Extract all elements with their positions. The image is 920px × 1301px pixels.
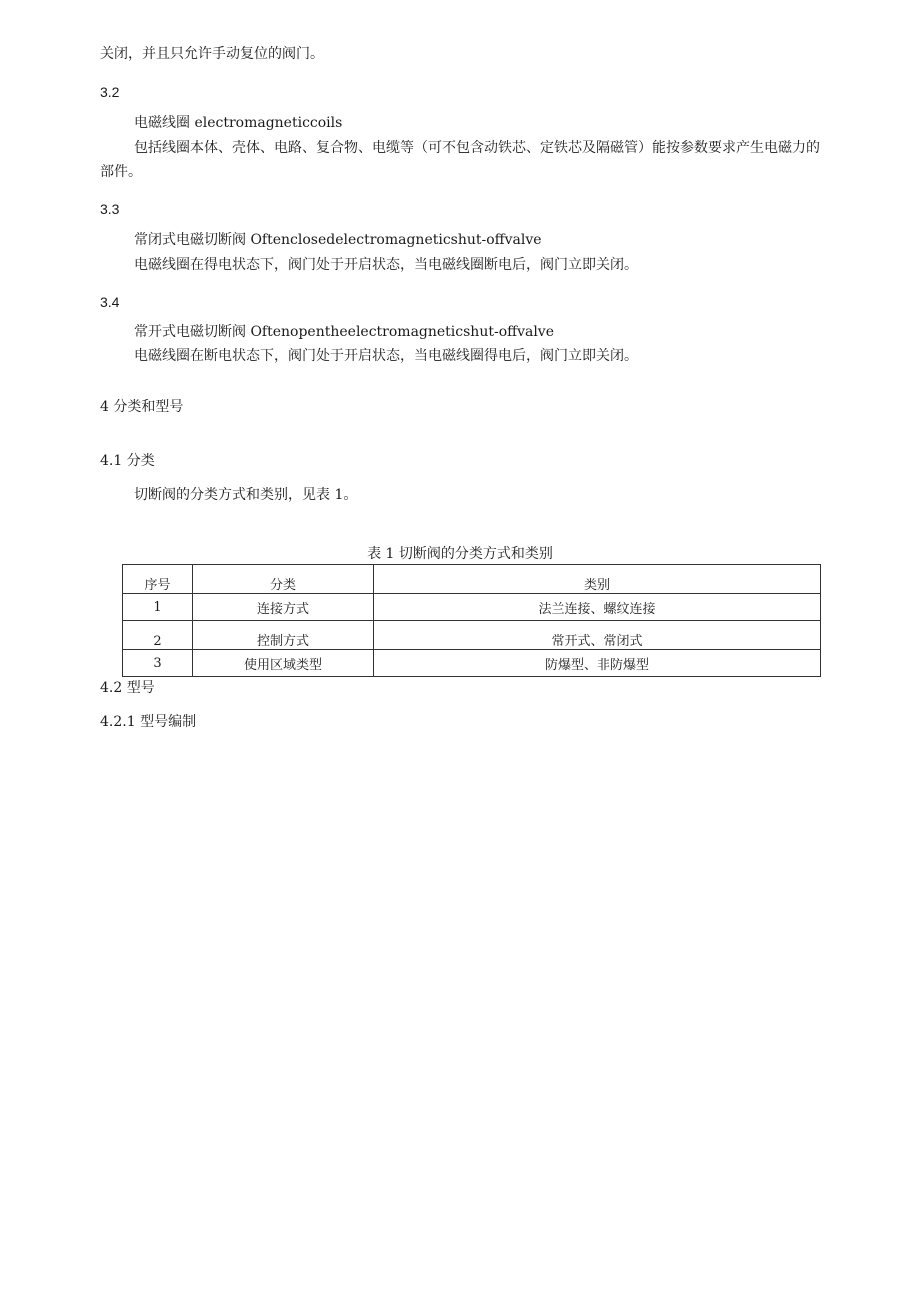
definition-3-2: 包括线圈本体、壳体、电路、复合物、电缆等（可不包含动铁芯、定铁芯及隔磁管）能按参数要求产生电磁力的部件。 [100, 140, 820, 180]
table-row [123, 594, 821, 621]
header-category: 类别 [374, 565, 821, 594]
heading-4-2: 4.2 型号 [100, 680, 155, 696]
section-number-3-3: 3.3 [100, 201, 120, 217]
cell-serial: 1 [123, 594, 193, 621]
section-number-3-2: 3.2 [100, 84, 120, 100]
table-header-row [123, 565, 821, 594]
definition-3-4: 电磁线圈在断电状态下，阀门处于开启状态，当电磁线圈得电后，阀门立即关闭。 [134, 348, 638, 364]
table-row [123, 650, 821, 677]
definition-3-3: 电磁线圈在得电状态下，阀门处于开启状态，当电磁线圈断电后，阀门立即关闭。 [134, 257, 638, 273]
cell-category: 防爆型、非防爆型 [374, 650, 821, 677]
cell-category: 常开式、常闭式 [374, 621, 821, 650]
cell-serial: 2 [123, 621, 193, 650]
term-3-4: 常开式电磁切断阀 Oftenopentheelectromagneticshut-offvalve [134, 324, 554, 340]
heading-4-2-1: 4.2.1 型号编制 [100, 714, 197, 730]
table-row [123, 621, 821, 650]
term-3-3: 常闭式电磁切断阀 Oftenclosedelectromagneticshut-offvalve [134, 232, 542, 248]
paragraph-4-1: 切断阀的分类方式和类别，见表 1。 [134, 487, 358, 503]
header-serial: 序号 [123, 565, 193, 594]
cell-classification: 使用区域类型 [193, 650, 374, 677]
table-caption: 表 1 切断阀的分类方式和类别 [367, 546, 553, 562]
header-classification: 分类 [193, 565, 374, 594]
term-3-2: 电磁线圈 electromagneticcoils [134, 115, 343, 131]
cell-category: 法兰连接、螺纹连接 [374, 594, 821, 621]
cell-classification: 连接方式 [193, 594, 374, 621]
cell-serial: 3 [123, 650, 193, 677]
cell-classification: 控制方式 [193, 621, 374, 650]
classification-table [122, 564, 821, 677]
section-number-3-4: 3.4 [100, 294, 120, 310]
heading-4-1: 4.1 分类 [100, 453, 155, 469]
continuation-text: 关闭，并且只允许手动复位的阀门。 [100, 46, 324, 62]
heading-4: 4 分类和型号 [100, 399, 184, 415]
